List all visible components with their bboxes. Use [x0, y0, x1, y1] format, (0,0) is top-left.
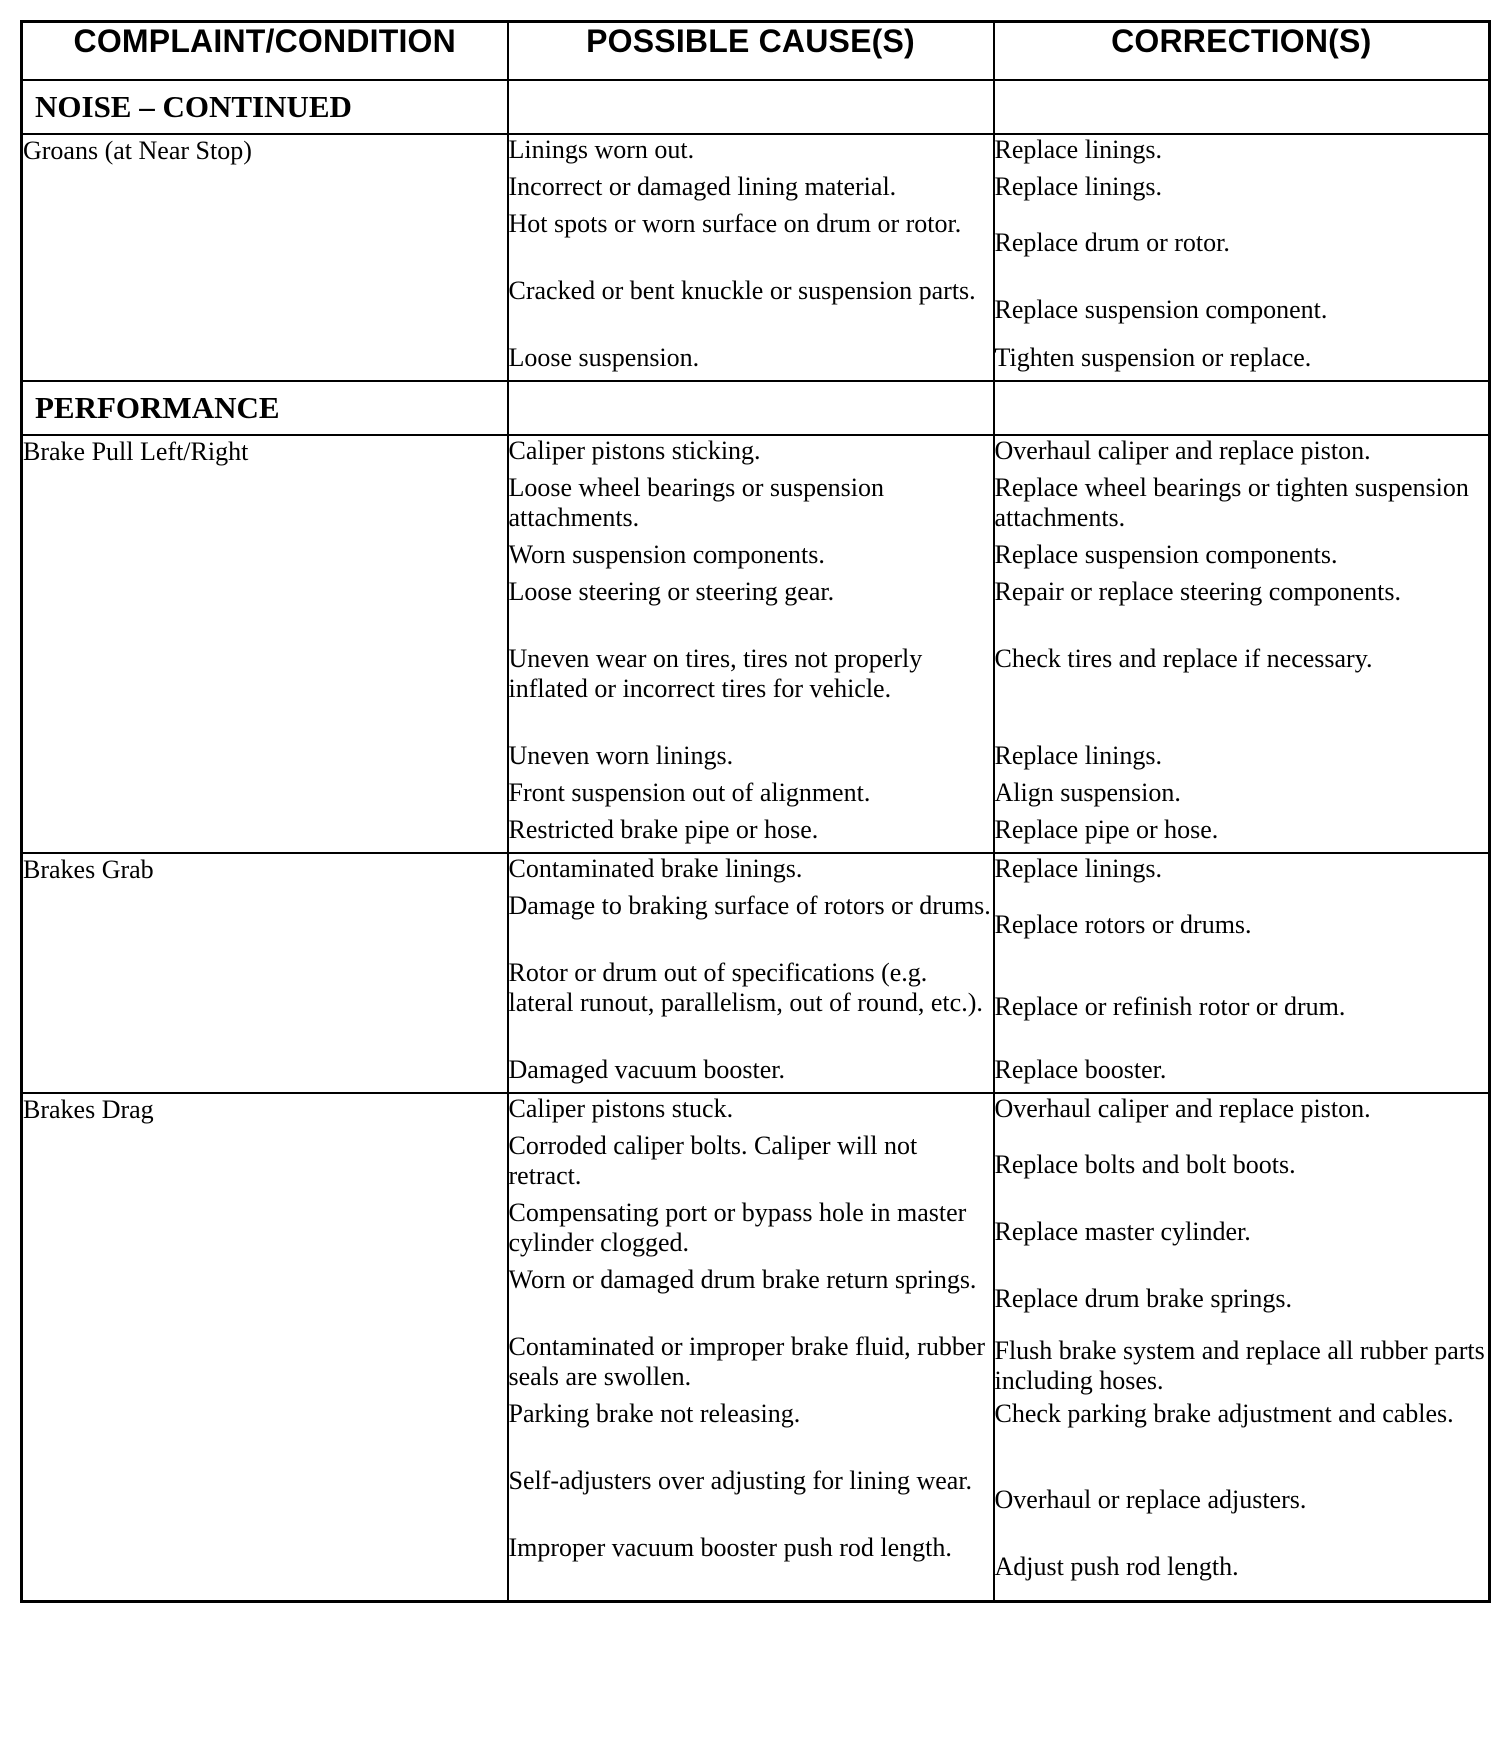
complaint-label: Groans (at Near Stop): [22, 134, 508, 381]
section-cause-cell: [508, 80, 994, 134]
correction-item: Replace linings.: [994, 854, 1163, 883]
cause-item: Damaged vacuum booster.: [508, 1055, 786, 1084]
cause-item: Caliper pistons stuck.: [508, 1094, 734, 1123]
cause-item: Restricted brake pipe or hose.: [508, 815, 819, 844]
cause-item: Corroded caliper bolts. Caliper will not retract.: [508, 1131, 918, 1190]
cause-list: [508, 435, 994, 853]
complaint-group-row: [22, 435, 1490, 853]
cause-item: Loose suspension.: [508, 343, 700, 372]
cause-item: Contaminated or improper brake fluid, rubber seals are swollen.: [508, 1332, 986, 1391]
cause-item: Hot spots or worn surface on drum or rotor.: [508, 209, 962, 238]
cause-item: Damage to braking surface of rotors or drums.: [508, 891, 991, 920]
header-correction: CORRECTION(S): [994, 22, 1490, 81]
section-title: NOISE – CONTINUED: [22, 80, 508, 134]
cause-item: Linings worn out.: [508, 135, 695, 164]
cause-item: Rotor or drum out of specifications (e.g. lateral runout, parallelism, out of round, etc.).: [508, 958, 983, 1017]
cause-item: Contaminated brake linings.: [508, 854, 803, 883]
cause-item: Compensating port or bypass hole in master cylinder clogged.: [508, 1198, 967, 1257]
correction-item: Tighten suspension or replace.: [994, 343, 1312, 372]
correction-item: Replace suspension component.: [994, 294, 1328, 324]
correction-item: Replace bolts and bolt boots.: [994, 1149, 1296, 1179]
cause-item: Loose steering or steering gear.: [508, 577, 835, 606]
cause-item: Parking brake not releasing.: [508, 1399, 801, 1428]
correction-item: Check tires and replace if necessary.: [994, 644, 1373, 673]
correction-item: Replace booster.: [994, 1055, 1167, 1084]
cause-item: Incorrect or damaged lining material.: [508, 172, 897, 201]
section-correction-cell: [994, 80, 1490, 134]
complaint-group-row: [22, 853, 1490, 1093]
complaint-label: Brakes Drag: [22, 1093, 508, 1602]
section-row: [22, 381, 1490, 435]
complaint-label: Brakes Grab: [22, 853, 508, 1093]
correction-item: Check parking brake adjustment and cables.: [994, 1399, 1454, 1428]
correction-item: Replace drum or rotor.: [994, 227, 1230, 257]
section-title: PERFORMANCE: [22, 381, 508, 435]
cause-item: Worn or damaged drum brake return springs.: [508, 1265, 977, 1294]
correction-item: Replace suspension components.: [994, 540, 1338, 569]
cause-item: Improper vacuum booster push rod length.: [508, 1533, 952, 1562]
correction-item: Replace linings.: [994, 135, 1163, 164]
cause-item: Caliper pistons sticking.: [508, 436, 761, 465]
section-row: [22, 80, 1490, 134]
header-complaint: COMPLAINT/CONDITION: [22, 22, 508, 81]
cause-item: Cracked or bent knuckle or suspension parts.: [508, 276, 976, 305]
cause-item: Loose wheel bearings or suspension attachments.: [508, 473, 884, 532]
correction-list: [994, 435, 1490, 853]
section-correction-cell: [994, 381, 1490, 435]
cause-item: Uneven worn linings.: [508, 741, 734, 770]
complaint-group-row: [22, 134, 1490, 381]
cause-item: Front suspension out of alignment.: [508, 778, 871, 807]
header-row: [22, 22, 1490, 81]
diagnosis-table: [20, 20, 1491, 1603]
correction-item: Overhaul or replace adjusters.: [994, 1484, 1307, 1514]
correction-list: [994, 134, 1490, 381]
complaint-label: Brake Pull Left/Right: [22, 435, 508, 853]
correction-item: Replace or refinish rotor or drum.: [994, 991, 1346, 1021]
correction-item: Replace linings.: [994, 741, 1163, 770]
complaint-group-row: [22, 1093, 1490, 1602]
correction-item: Replace master cylinder.: [994, 1216, 1251, 1246]
cause-item: Self-adjusters over adjusting for lining wear.: [508, 1466, 973, 1495]
cause-item: Uneven wear on tires, tires not properly inflated or incorrect tires for vehicle.: [508, 644, 923, 703]
header-cause: POSSIBLE CAUSE(S): [508, 22, 994, 81]
correction-item: Replace wheel bearings or tighten suspension attachments.: [994, 473, 1469, 532]
correction-item: Align suspension.: [994, 778, 1181, 807]
correction-item: Adjust push rod length.: [994, 1551, 1239, 1581]
section-cause-cell: [508, 381, 994, 435]
cause-list: [508, 1093, 994, 1602]
correction-list: [994, 1093, 1490, 1602]
correction-list: [994, 853, 1490, 1093]
correction-item: Flush brake system and replace all rubber parts including hoses.: [994, 1335, 1485, 1395]
cause-list: [508, 134, 994, 381]
table-body: [22, 80, 1490, 1602]
cause-list: [508, 853, 994, 1093]
correction-item: Replace drum brake springs.: [994, 1283, 1292, 1313]
correction-item: Replace rotors or drums.: [994, 909, 1252, 939]
diagnosis-chart: [20, 20, 1488, 1603]
correction-item: Replace linings.: [994, 172, 1163, 201]
correction-item: Replace pipe or hose.: [994, 815, 1219, 844]
correction-item: Overhaul caliper and replace piston.: [994, 1094, 1371, 1123]
correction-item: Overhaul caliper and replace piston.: [994, 436, 1371, 465]
cause-item: Worn suspension components.: [508, 540, 825, 569]
correction-item: Repair or replace steering components.: [994, 577, 1401, 606]
